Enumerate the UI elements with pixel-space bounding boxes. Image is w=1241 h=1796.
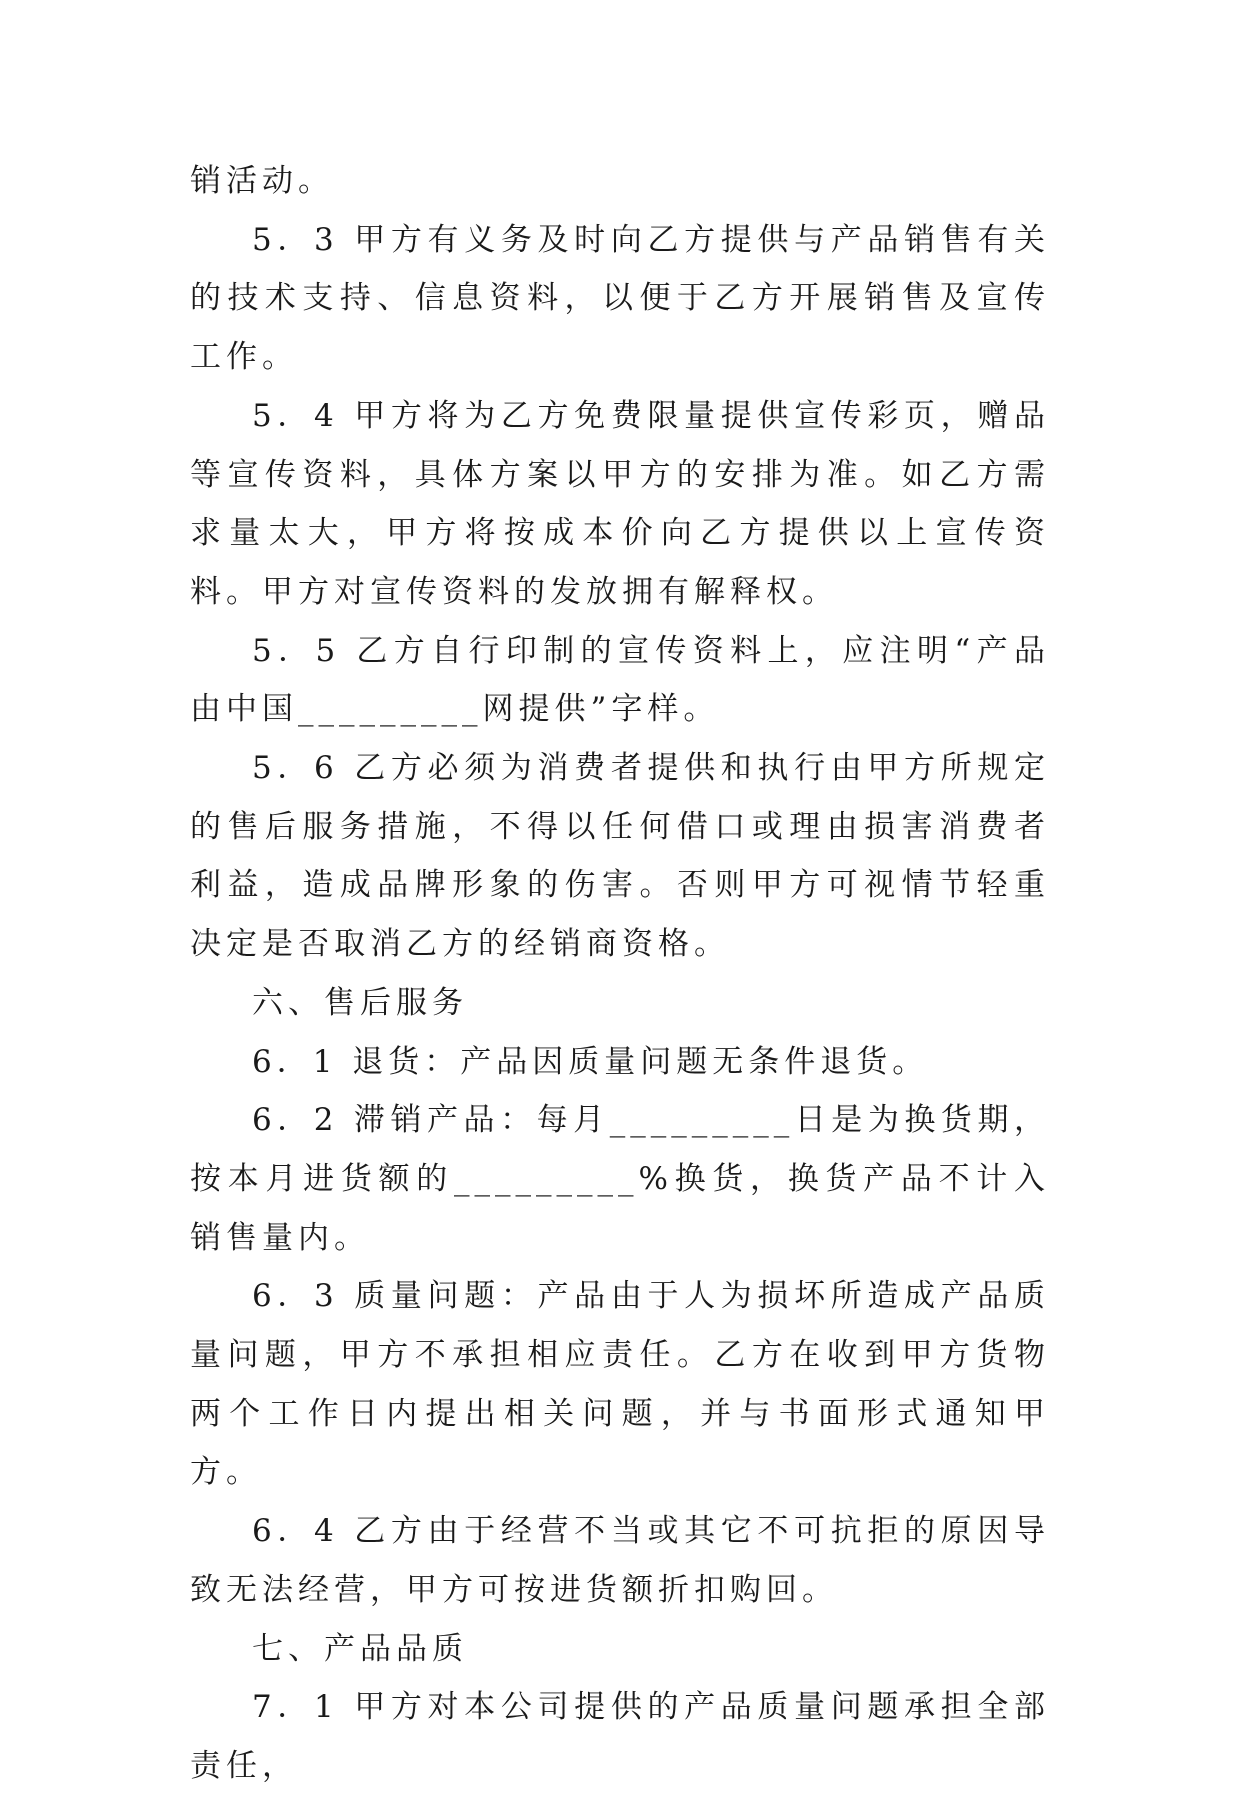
paragraph-6-2: 6．2 滞销产品：每月_________日是为换货期，按本月进货额的_________%换货，换货产品不计入销售量内。: [190, 1102, 1050, 1256]
paragraph-5-3: 5．3 甲方有义务及时向乙方提供与产品销售有关的技术支持、信息资料，以便于乙方开展销售及宣传工作。: [190, 221, 1050, 376]
paragraph-5-6: 5．6 乙方必须为消费者提供和执行由甲方所规定的售后服务措施，不得以任何借口或理由损害消费者利益，造成品牌形象的伤害。否则甲方可视情节轻重决定是否取消乙方的经销商资格。: [190, 750, 1050, 963]
paragraph-6-1: 6．1 退货：产品因质量问题无条件退货。: [252, 1043, 929, 1080]
paragraph-6-3: 6．3 质量问题：产品由于人为损坏所造成产品质量问题，甲方不承担相应责任。乙方在收到甲方货物两个工作日内提出相关问题，并与书面形式通知甲方。: [190, 1278, 1050, 1491]
paragraph-7-1: 7．1 甲方对本公司提供的产品质量问题承担全部责任，: [190, 1689, 1050, 1784]
document-body: [190, 152, 1050, 1796]
paragraph-5-2-continuation: 销活动。: [190, 163, 334, 199]
paragraph-6-4: 6．4 乙方由于经营不当或其它不可抗拒的原因导致无法经营，甲方可按进货额折扣购回。: [190, 1513, 1050, 1608]
paragraph-5-4: 5．4 甲方将为乙方免费限量提供宣传彩页，赠品等宣传资料，具体方案以甲方的安排为准。如乙方需求量太大，甲方将按成本价向乙方提供以上宣传资料。甲方对宣传资料的发放拥有解释权。: [190, 397, 1050, 610]
paragraph-5-5: 5．5 乙方自行印制的宣传资料上，应注明“产品由中国_________网提供”字样。: [190, 632, 1050, 728]
section-heading-after-sales: 六、售后服务: [252, 984, 468, 1021]
section-heading-product-quality: 七、产品品质: [252, 1630, 468, 1667]
